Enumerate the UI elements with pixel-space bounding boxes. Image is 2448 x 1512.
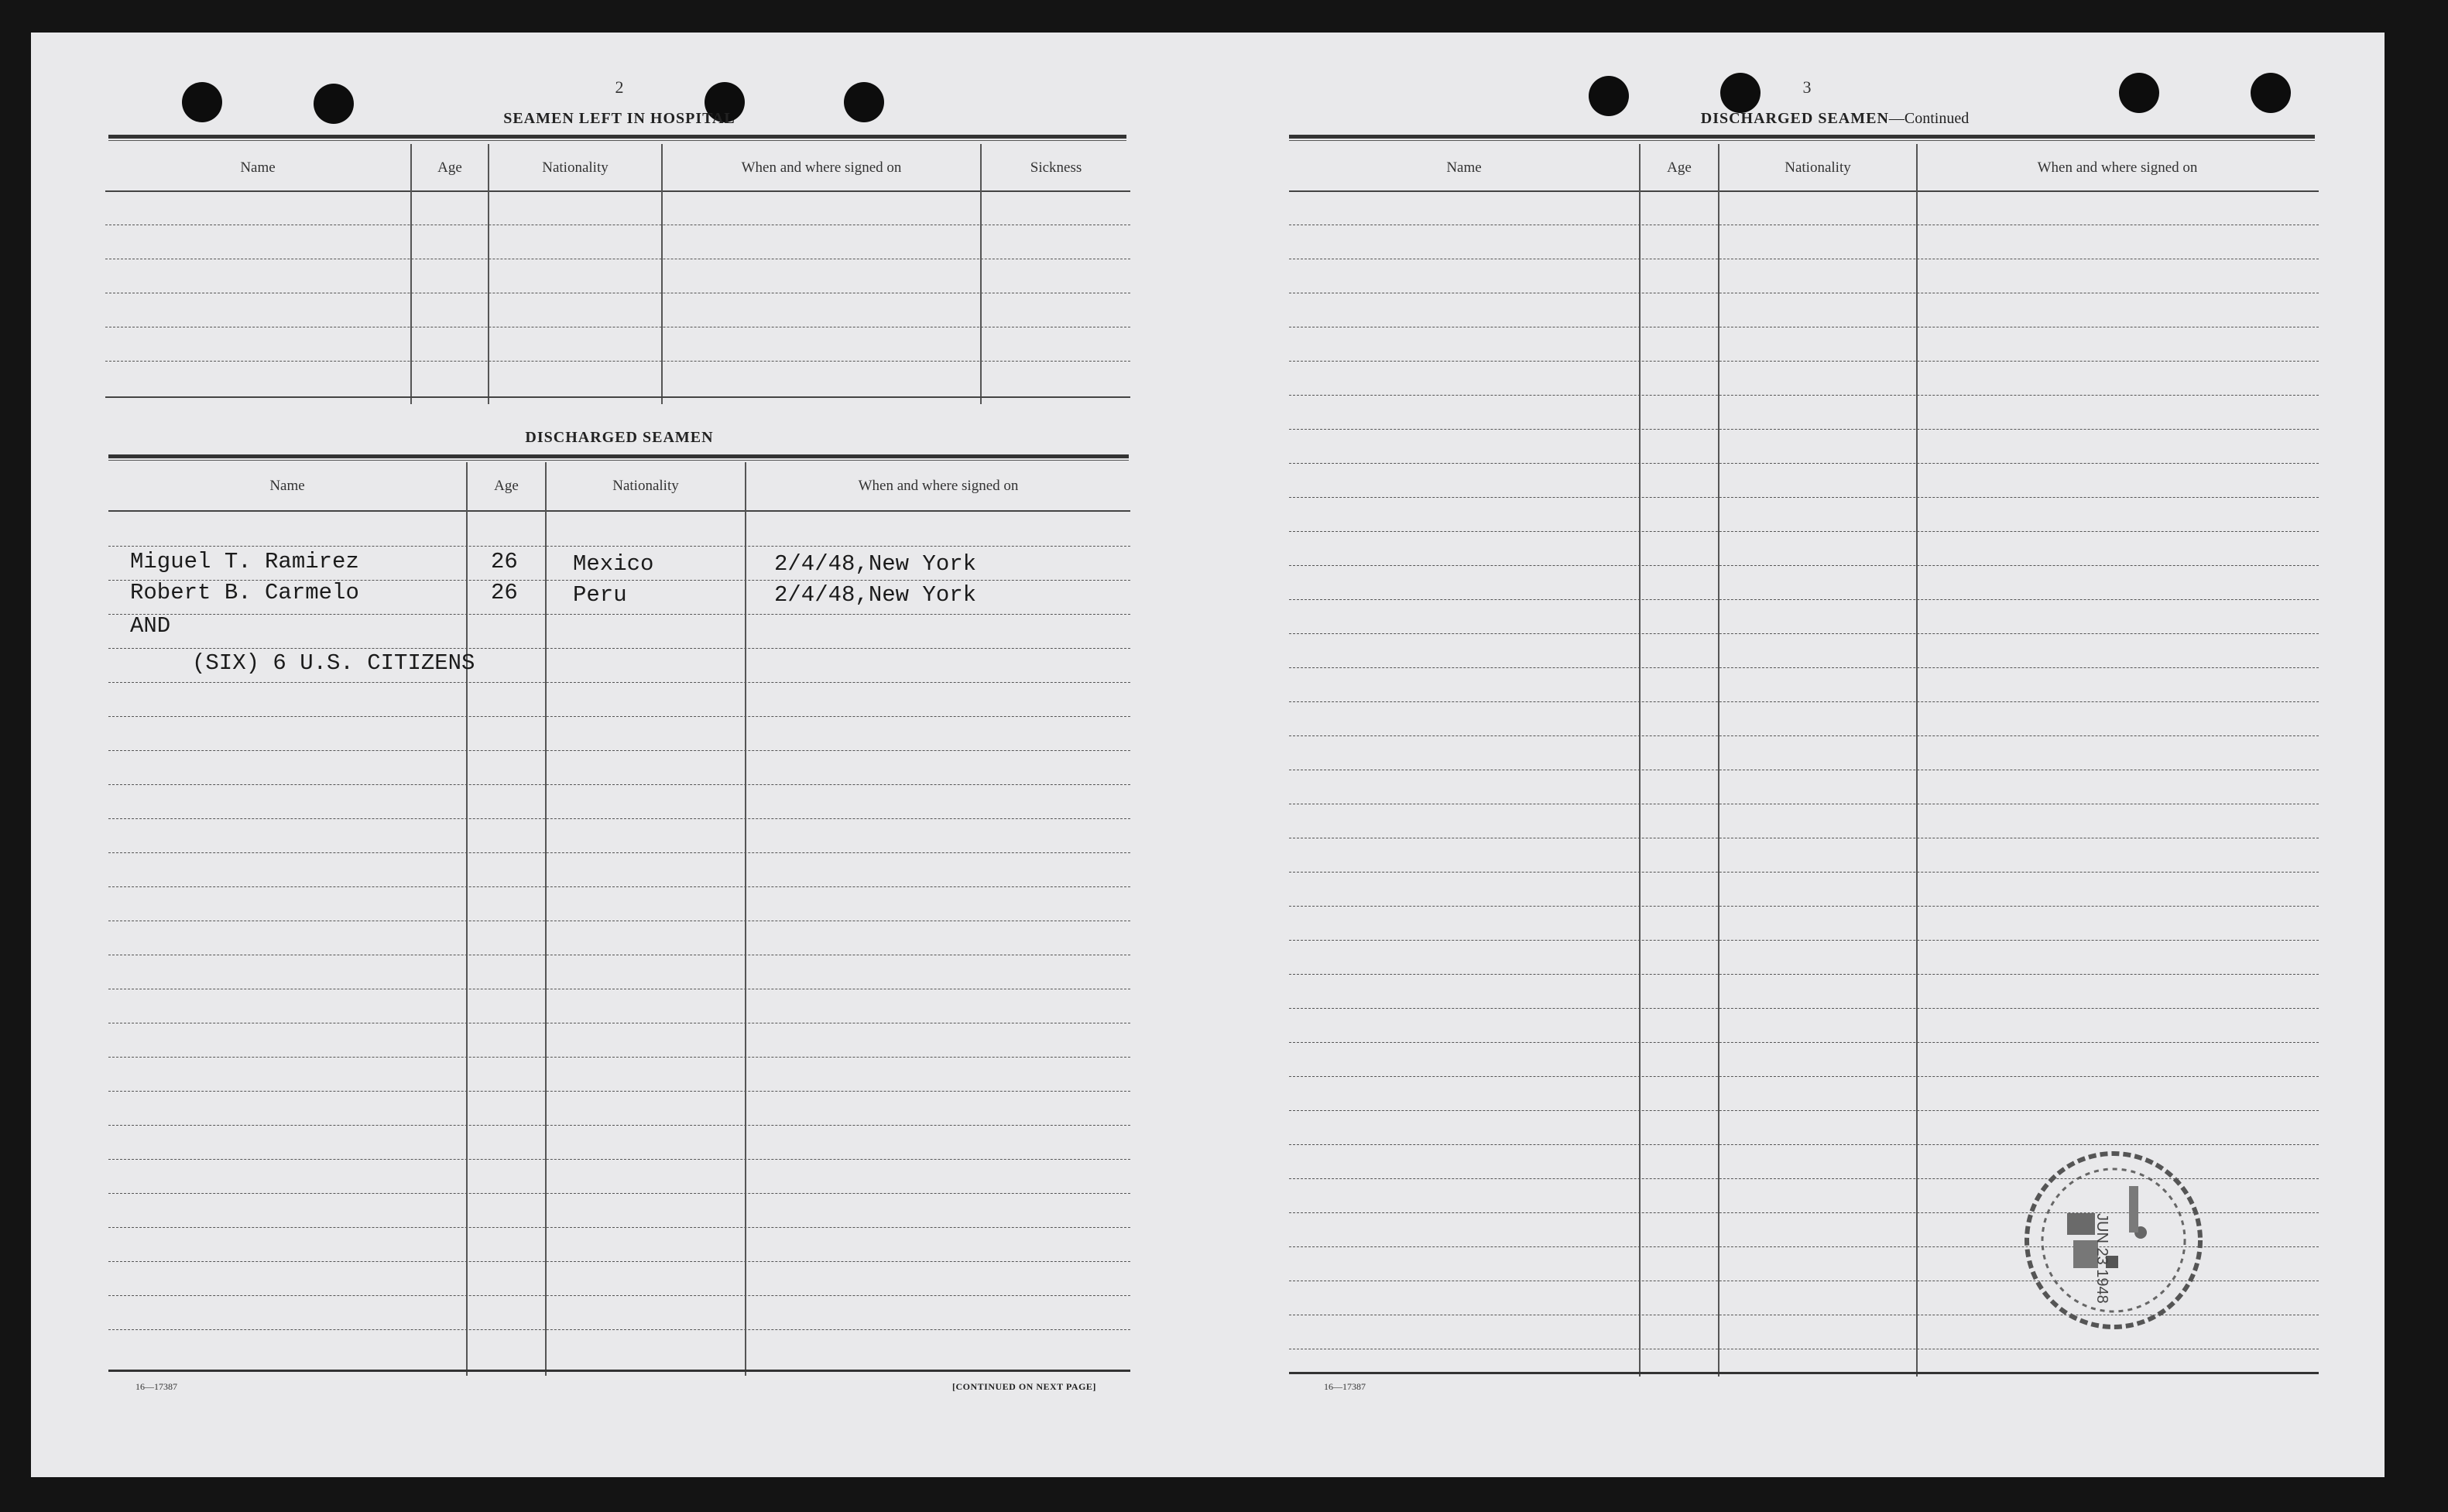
ledger-row	[1289, 599, 2319, 600]
ledger-row	[1289, 1042, 2319, 1043]
column-divider	[545, 462, 547, 1376]
entry-age: 26	[491, 580, 518, 605]
ledger-row	[1289, 361, 2319, 362]
title-main: DISCHARGED SEAMEN	[1700, 110, 1889, 127]
ledger-row	[1289, 565, 2319, 566]
ledger-row	[108, 818, 1130, 819]
form-code: 16—17387	[1324, 1381, 1366, 1392]
entry-nationality: Mexico	[573, 551, 654, 577]
ledger-row	[1289, 395, 2319, 396]
entry-note: AND	[130, 613, 171, 639]
ledger-row	[1289, 531, 2319, 532]
ledger-row	[1289, 940, 2319, 941]
col-header-name: Name	[269, 478, 305, 494]
ledger-row	[108, 1295, 1130, 1296]
col-header-name: Name	[240, 159, 276, 176]
ledger-row	[1289, 497, 2319, 498]
entry-nationality: Peru	[573, 582, 627, 608]
left-page	[31, 33, 1208, 1477]
ledger-row	[108, 1057, 1130, 1058]
ledger-row	[108, 1125, 1130, 1126]
col-header-signed-on: When and where signed on	[858, 478, 1019, 494]
ledger-row	[1289, 1372, 2319, 1374]
ledger-row	[108, 614, 1130, 615]
column-divider	[488, 144, 489, 404]
double-rule	[108, 135, 1126, 141]
punch-hole-icon	[314, 84, 354, 124]
ledger-row	[108, 852, 1130, 853]
ledger-row	[1289, 974, 2319, 975]
ledger-row	[108, 1193, 1130, 1194]
ledger-row	[108, 1370, 1130, 1372]
punch-hole-icon	[2119, 73, 2159, 113]
discharged-section-title: DISCHARGED SEAMEN	[525, 429, 714, 446]
ledger-row	[1289, 1008, 2319, 1009]
col-header-age: Age	[437, 159, 462, 176]
document-sheet	[31, 33, 2385, 1477]
ledger-row	[108, 682, 1130, 683]
ledger-row	[108, 886, 1130, 887]
column-divider	[410, 144, 412, 404]
punch-hole-icon	[1589, 76, 1629, 116]
ledger-row	[1289, 429, 2319, 430]
ledger-row	[108, 1091, 1130, 1092]
entry-name: Robert B. Carmelo	[130, 580, 359, 605]
right-page	[1208, 33, 2385, 1477]
ledger-row	[1289, 1110, 2319, 1111]
ledger-row	[1289, 633, 2319, 634]
col-header-signed-on: When and where signed on	[2037, 159, 2198, 176]
ledger-row	[108, 750, 1130, 751]
entry-age: 26	[491, 549, 518, 574]
entry-name: Miguel T. Ramirez	[130, 549, 359, 574]
discharged-continued-title	[1626, 110, 2044, 128]
col-header-age: Age	[494, 478, 519, 494]
ledger-row	[108, 546, 1130, 547]
page-number: 3	[1802, 77, 1812, 97]
column-divider	[980, 144, 982, 404]
ledger-row	[1289, 1076, 2319, 1077]
ledger-row	[105, 361, 1130, 362]
ledger-row	[108, 784, 1130, 785]
column-divider	[745, 462, 746, 1376]
column-divider	[466, 462, 468, 1376]
title-suffix: —Continued	[1888, 110, 1970, 127]
punch-hole-icon	[1720, 73, 1761, 113]
entry-signed-on: 2/4/48,New York	[774, 551, 977, 577]
entry-signed-on: 2/4/48,New York	[774, 582, 977, 608]
punch-hole-icon	[844, 82, 884, 122]
col-header-nationality: Nationality	[542, 159, 609, 176]
col-header-nationality: Nationality	[1785, 159, 1851, 176]
ledger-row	[108, 716, 1130, 717]
column-divider	[1718, 144, 1719, 1377]
col-header-signed-on: When and where signed on	[741, 159, 902, 176]
circular-postmark-stamp-icon	[2013, 1140, 2214, 1341]
double-rule	[108, 454, 1129, 461]
form-code: 16—17387	[135, 1381, 177, 1392]
ledger-row	[1289, 667, 2319, 668]
ledger-row	[108, 1329, 1130, 1330]
col-header-sickness: Sickness	[1030, 159, 1082, 176]
ledger-row	[1289, 463, 2319, 464]
column-divider	[661, 144, 663, 404]
page-number: 2	[615, 77, 624, 97]
continued-note: [CONTINUED ON NEXT PAGE]	[952, 1381, 1096, 1392]
ledger-row	[108, 648, 1130, 649]
double-rule	[1289, 135, 2315, 141]
ledger-row	[1289, 735, 2319, 736]
ledger-row	[108, 1227, 1130, 1228]
col-header-nationality: Nationality	[612, 478, 679, 494]
column-divider	[1916, 144, 1918, 1377]
punch-hole-icon	[182, 82, 222, 122]
punch-hole-icon	[2251, 73, 2291, 113]
ledger-row	[1289, 906, 2319, 907]
ledger-row	[1289, 701, 2319, 702]
col-header-age: Age	[1667, 159, 1692, 176]
ledger-row	[1289, 872, 2319, 873]
hospital-section-title: SEAMEN LEFT IN HOSPITAL	[503, 110, 735, 127]
discharged-ledger	[108, 462, 1130, 1376]
ledger-row	[105, 396, 1130, 398]
ledger-row	[108, 1261, 1130, 1262]
stamp-date: JUN 23 1948	[2093, 1213, 2110, 1304]
entry-note: (SIX) 6 U.S. CITIZENS	[192, 650, 475, 676]
col-header-name: Name	[1446, 159, 1482, 176]
hospital-ledger	[105, 144, 1130, 404]
ledger-row	[108, 1159, 1130, 1160]
column-divider	[1639, 144, 1641, 1377]
